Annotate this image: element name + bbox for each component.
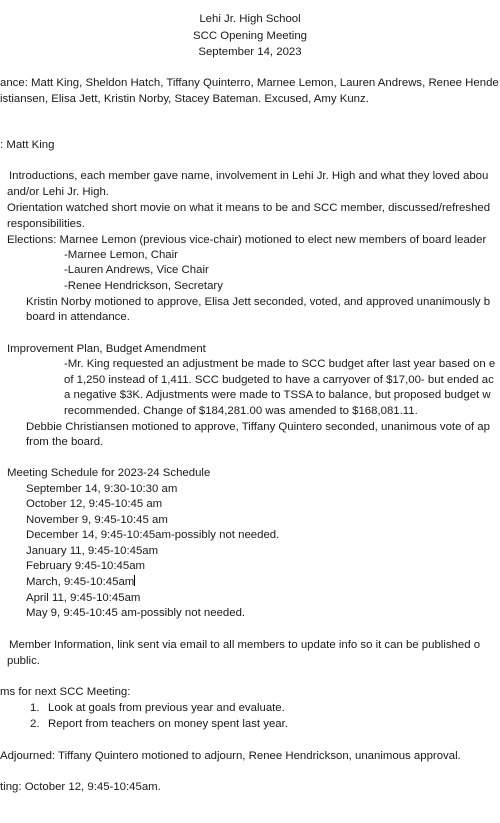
next-item-text: Report from teachers on money spent last year. [48,718,288,730]
schedule-item: September 14, 9:30-10:30 am [26,483,178,495]
text-cursor [134,575,135,586]
improvement-line-4: recommended. Change of $184,281.00 was amended to $168,081.11. [64,405,418,417]
member-info-line-1: Member Information, link sent via email to all members to update info so it can be published o [9,639,481,651]
schedule-item: April 11, 9:45-10:45am [26,592,141,604]
meeting-date: September 14, 2023 [198,46,302,58]
introductions-line-1: Introductions, each member gave name, involvement in Lehi Jr. High and what they loved abou [9,170,489,182]
adjourned: Adjourned: Tiffany Quintero motioned to adjourn, Renee Hendrickson, unanimous approval. [0,750,461,762]
improvement-motion-2: from the board. [26,436,104,448]
attendance-line-1: ance: Matt King, Sheldon Hatch, Tiffany Quinterro, Marnee Lemon, Lauren Andrews, Renee Hende [0,77,499,89]
elections-line-1: Elections: Marnee Lemon (previous vice-chair) motioned to elect new members of board leader [7,234,487,246]
schedule-title: Meeting Schedule for 2023-24 Schedule [7,467,211,479]
elections-motion-2: board in attendance. [26,311,130,323]
next-item-number: 2. [30,718,40,730]
improvement-line-2: of 1,250 instead of 1,411. SCC budgeted to have a carryover of $17,00- but ended ac [64,374,494,386]
elected-secretary: -Renee Hendrickson, Secretary [64,280,223,292]
schedule-item-text[interactable]: March, 9:45-10:45am [26,576,135,588]
elections-motion-1: Kristin Norby motioned to approve, Elisa Jett seconded, voted, and approved unanimously b [26,296,491,308]
schedule-item-with-cursor[interactable] [26,575,135,589]
improvement-line-1: -Mr. King requested an adjustment be made to SCC budget after last year based on e [64,358,496,370]
schedule-item: October 12, 9:45-10:45 am [26,498,163,510]
elected-chair: -Marnee Lemon, Chair [64,249,178,261]
next-item-number: 1. [30,702,40,714]
improvement-line-3: a negative $3K. Adjustments were made to TSSA to balance, but proposed budget w [64,389,491,401]
next-items-title: ms for next SCC Meeting: [0,686,131,698]
elected-vice-chair: -Lauren Andrews, Vice Chair [64,264,209,276]
next-item-text: Look at goals from previous year and evaluate. [48,702,285,714]
attendance-line-2: istiansen, Elisa Jett, Kristin Norby, Stacey Bateman. Excused, Amy Kunz. [0,93,369,105]
orientation-line-2: responsibilities. [7,218,85,230]
orientation-line-1: Orientation watched short movie on what it means to be and SCC member, discussed/refreshed [7,202,491,214]
schedule-item: May 9, 9:45-10:45 am-possibly not needed. [26,607,246,619]
schedule-item: December 14, 9:45-10:45am-possibly not needed. [26,529,280,541]
improvement-motion-1: Debbie Christiansen motioned to approve, Tiffany Quintero seconded, unanimous vote of ap [26,421,490,433]
member-info-line-2: public. [7,655,40,667]
school-name: Lehi Jr. High School [199,13,301,25]
meeting-title: SCC Opening Meeting [193,30,307,42]
schedule-item: January 11, 9:45-10:45am [26,545,159,557]
conducting: : Matt King [0,139,55,151]
improvement-title: Improvement Plan, Budget Amendment [7,343,206,355]
schedule-item: February 9:45-10:45am [26,560,146,572]
next-meeting: ting: October 12, 9:45-10:45am. [0,781,161,793]
schedule-item: November 9, 9:45-10:45 am [26,514,168,526]
introductions-line-2: and/or Lehi Jr. High. [7,186,109,198]
